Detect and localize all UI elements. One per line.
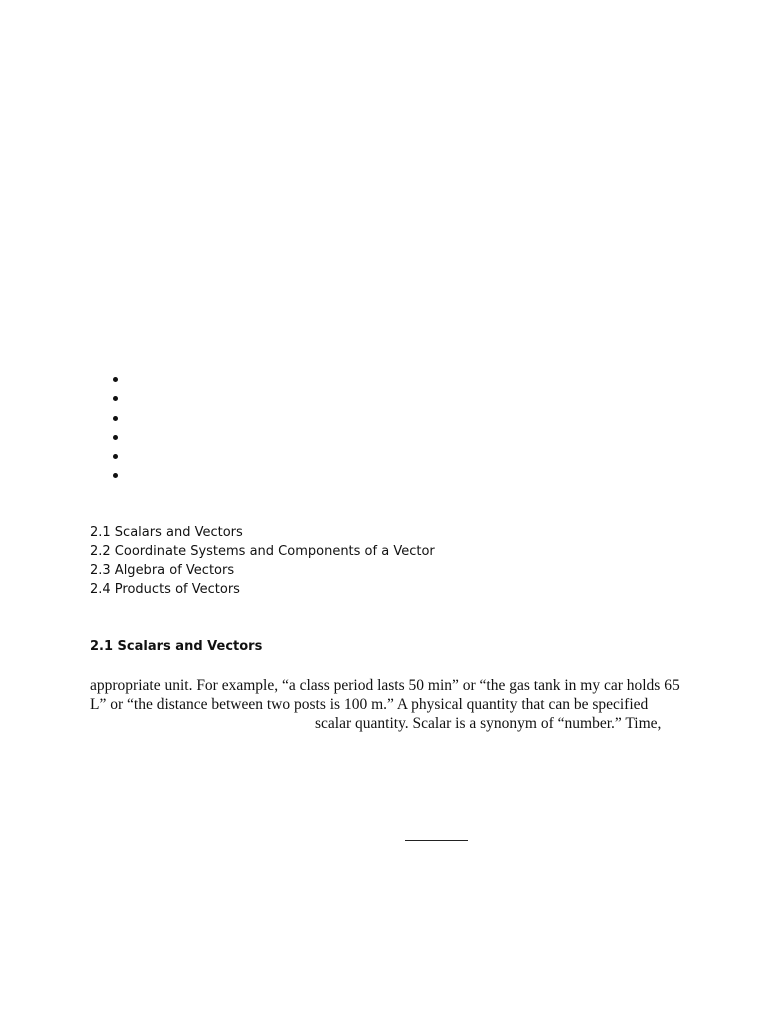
horizontal-rule bbox=[405, 840, 468, 841]
toc-item: 2.4 Products of Vectors bbox=[90, 582, 240, 597]
section-heading: 2.1 Scalars and Vectors bbox=[90, 639, 263, 654]
table-of-contents bbox=[90, 523, 435, 599]
body-text-line: appropriate unit. For example, “a class period lasts 50 min” or “the gas tank in my car holds 65 bbox=[90, 677, 680, 694]
toc-item: 2.2 Coordinate Systems and Components of a Vector bbox=[90, 544, 435, 559]
body-text-line: scalar quantity. Scalar is a synonym of “number.” Time, bbox=[315, 715, 662, 732]
toc-item: 2.1 Scalars and Vectors bbox=[90, 525, 243, 540]
body-text-line: L” or “the distance between two posts is 100 m.” A physical quantity that can be specified bbox=[90, 696, 649, 713]
toc-item: 2.3 Algebra of Vectors bbox=[90, 563, 235, 578]
